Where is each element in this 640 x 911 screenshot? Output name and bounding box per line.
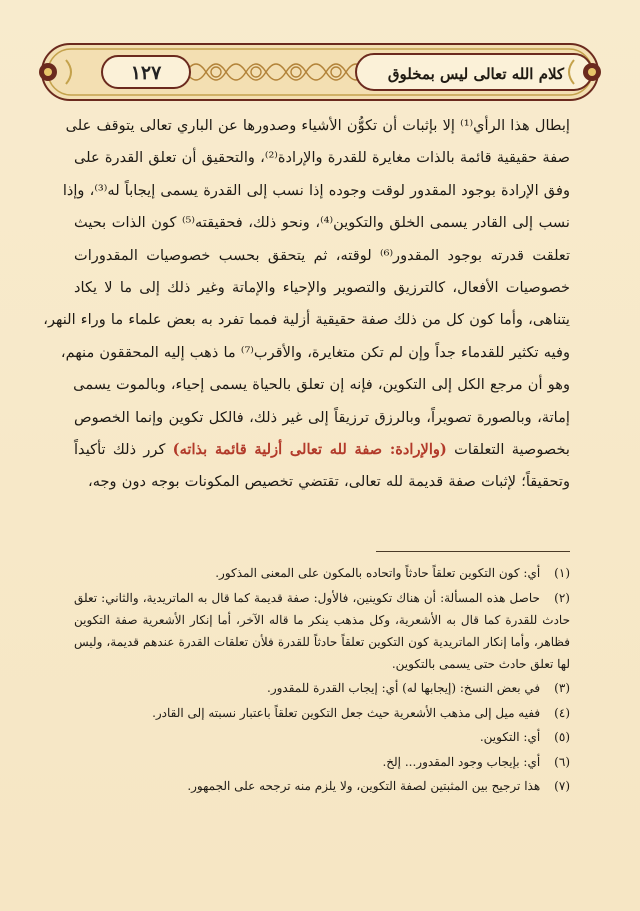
text-line bbox=[74, 466, 570, 498]
text-fragment: كرر ذلك تأكيداً bbox=[74, 441, 166, 459]
text-fragment: بخصوصية التعلقات bbox=[454, 441, 570, 459]
footnote-text: هذا ترجيح بين المثبتين لصفة التكوين، ولا يلزم منه ترجحه على الجمهور. bbox=[187, 779, 541, 793]
footnote-text: حاصل هذه المسألة: أن هناك تكوينين، فالأول: صفة قديمة كما قال به الماتريدية، والثاني: تعلق حادث للقدرة كما قال به الأشعرية، وكل مذهب ينكر ما قاله الآخر، أما إنكار الأشعرية صفة التكوين فظاهر، وأما إنكار الماتريدية كون التكوين تعلقاً حادثاً للقدرة فلأن تعلقات القدرة عندهم قديمة، وليس لها تعلق حادث حتى يسمى بالتكوين. bbox=[74, 590, 570, 671]
footnote bbox=[74, 775, 570, 797]
text-line: صفة حقيقية قائمة بالذات مغايرة للقدرة والإرادة⁽²⁾، والتحقيق أن تعلق القدرة على bbox=[74, 149, 570, 167]
text-line: وهو أن مرجع الكل إلى التكوين، فإنه إن تعلق بالحياة يسمى إحياء، وبالموت يسمى bbox=[73, 376, 570, 394]
footnote-number: (٤) bbox=[554, 705, 570, 720]
main-text bbox=[43, 110, 571, 546]
footnote bbox=[74, 702, 570, 724]
footnote-number: (٧) bbox=[554, 779, 570, 793]
text-line: خصوصيات الأفعال، كالترزيق والتصوير والإحياء والإماتة وغير ذلك إلى ما لا يكاد bbox=[74, 279, 570, 297]
footnote-number: (١) bbox=[554, 566, 570, 580]
text-line: تعلقت قدرته بوجود المقدور⁽⁶⁾ لوقته، ثم يتحقق بحسب خصوصيات المقدورات bbox=[74, 246, 571, 264]
footnote-divider bbox=[376, 551, 570, 552]
footnote bbox=[74, 677, 570, 699]
text-fragment: و bbox=[562, 473, 570, 491]
footnote-text: في بعض النسخ: (إيجابها له) أي: إيجاب القدرة للمقدور. bbox=[267, 681, 541, 695]
footnotes bbox=[74, 562, 570, 862]
quoted-matn: (والإرادة: صفة لله تعالى أزلية قائمة بذاته) bbox=[172, 441, 447, 459]
text-line: وفق الإرادة بوجود المقدور لوقت وجوده إذا نسب إلى القدرة يسمى إيجاباً له⁽³⁾، وإذا bbox=[62, 181, 570, 199]
footnote-text: أي: كون التكوين تعلقاً حادثاً واتحاده بالمكون على المعنى المذكور. bbox=[215, 566, 541, 580]
text-line-with-quote bbox=[74, 434, 570, 466]
footnote-text: ففيه ميل إلى مذهب الأشعرية حيث جعل التكوين تعلقاً باعتبار نسبته إلى القادر. bbox=[152, 705, 541, 720]
footnote-number: (٢) bbox=[554, 590, 570, 605]
page-number: ١٢٧ bbox=[130, 62, 162, 84]
footnote-text: أي: بإيجاب وجود المقدور... إلخ. bbox=[382, 754, 541, 769]
text-line: إبطال هذا الرأي⁽¹⁾ إلا بإثبات أن تكوُّن الأشياء وصدورها عن الباري تعالى يتوقف على bbox=[65, 117, 570, 134]
footnote bbox=[74, 726, 570, 748]
text-line: إماتة، وبالصورة تصويراً، وبالرزق ترزيقاً إلى غير ذلك، فالكل تكوين وإنما الخصوص bbox=[74, 408, 570, 426]
text-line: نسب إلى القادر يسمى الخلق والتكوين⁽⁴⁾، ونحو ذلك، فحقيقته⁽⁵⁾ كون الذات بحيث bbox=[74, 214, 570, 232]
running-title: كلام الله تعالى ليس بمخلوق bbox=[387, 65, 565, 83]
text-line: يتناهى، وأما كون كل من ذلك صفة حقيقية أزلية فمما تفرد به بعض علماء ما وراء النهر، bbox=[43, 311, 570, 329]
text-fragment: تحقيقاً؛ لإثبات صفة قديمة لله تعالى، تقتضي تخصيص المكونات بوجه دون وجه، bbox=[87, 473, 563, 491]
footnote-number: (٦) bbox=[554, 754, 570, 769]
footnote bbox=[74, 562, 570, 584]
footnote-number: (٥) bbox=[554, 730, 570, 744]
footnote bbox=[74, 587, 570, 675]
page-header bbox=[36, 40, 604, 104]
footnote-text: أي: التكوين. bbox=[479, 730, 541, 744]
footnote bbox=[74, 751, 570, 773]
footnote-number: (٣) bbox=[554, 681, 570, 695]
text-line: وفيه تكثير للقدماء جداً وإن لم تكن متغايرة، والأقرب⁽⁷⁾ ما ذهب إليه المحققون منهم، bbox=[60, 343, 570, 361]
